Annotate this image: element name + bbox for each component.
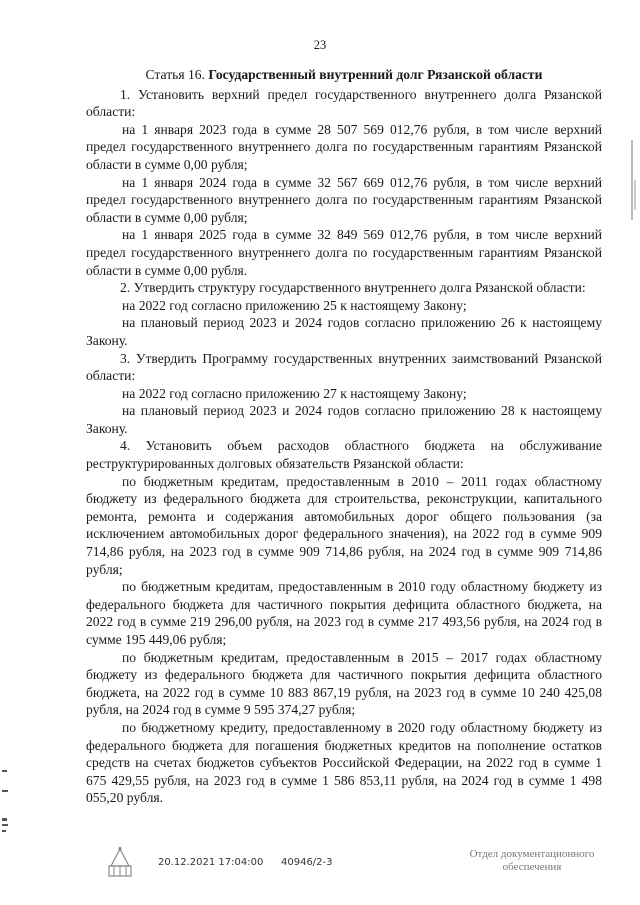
paragraph: по бюджетным кредитам, предоставленным в 2015 – 2017 годах областному бюджету из федерального бюджета для частичного покрытия дефицита областного бюджета, на 2022 год в сумме 10 883 867,19 рубля, на 2023 год в сумме 10 240 425,08 рубля, на 2024 год в сумме 9 595 374,27 рубля; [86,649,602,718]
paragraph-list [86,86,602,807]
article-heading [86,66,602,84]
paragraph: 4. Установить объем расходов областного бюджета на обслуживание реструктурированных долговых обязательств Рязанской области: [86,438,602,472]
paragraph: 2. Утвердить структуру государственного внутреннего долга Рязанской области: [120,280,586,296]
paragraph: на 2022 год согласно приложению 25 к настоящему Закону; [122,297,467,313]
department-stamp-line1: Отдел документационного [469,848,595,860]
paragraph: по бюджетному кредиту, предоставленному в 2020 году областному бюджету из федерального бюджета для погашения бюджетных кредитов на пополнение остатков средств на счетах бюджетов субъектов Российской Федерации, на 2022 год в сумме 1 675 429,55 рубля, на 2023 год в сумме 1 586 853,11 рубля, на 2024 год в сумме 1 498 055,20 рубля. [86,719,602,806]
footer-doc-number: 40946/2-3 [281,857,333,868]
article-prefix: Статья 16. [145,67,209,82]
scan-edge-marks [0,760,10,860]
scan-edge-marks-right [626,120,640,230]
page-number: 23 [313,38,327,52]
paragraph: на плановый период 2023 и 2024 годов согласно приложению 28 к настоящему Закону. [86,403,602,436]
document-footer [0,848,640,896]
document-body [86,66,602,807]
paragraph: на 1 января 2023 года в сумме 28 507 569 012,76 рубля, в том числе верхний предел государственного внутреннего долга по государственным гарантиям Рязанской области в сумме 0,00 рубля; [86,121,602,172]
footer-datetime: 20.12.2021 17:04:00 [158,857,264,868]
department-stamp [452,848,612,874]
article-title: Государственный внутренний долг Рязанской области [208,67,543,82]
paragraph: по бюджетным кредитам, предоставленным в 2010 году областному бюджету из федерального бюджета для частичного покрытия дефицита областного бюджета, на 2022 год в сумме 219 296,00 рубля, на 2023 год в сумме 217 493,56 рубля, на 2024 год в сумме 195 449,06 рубля; [86,579,602,647]
paragraph: по бюджетным кредитам, предоставленным в 2010 – 2011 годах областному бюджету из федерального бюджета для строительства, реконструкции, капитального ремонта, ремонта и содержания автомобильных дорог общего пользования (за исключением автомобильных дорог федерального значения), на 2022 год в сумме 909 714,86 рубля, на 2023 год в сумме 909 714,86 рубля, на 2024 год в сумме 909 714,86 рубля; [86,473,602,577]
paragraph: на плановый период 2023 и 2024 годов согласно приложению 26 к настоящему Закону. [86,315,602,348]
paragraph: 3. Утвердить Программу государственных внутренних заимствований Рязанской области: [86,350,602,384]
department-stamp-line2: обеспечения [502,861,562,873]
paragraph: 1. Установить верхний предел государственного внутреннего долга Рязанской области: [86,86,602,120]
paragraph: на 1 января 2025 года в сумме 32 849 569 012,76 рубля, в том числе верхний предел государственного внутреннего долга по государственным гарантиям Рязанской области в сумме 0,00 рубля. [86,227,602,278]
paragraph: на 1 января 2024 года в сумме 32 567 669 012,76 рубля, в том числе верхний предел государственного внутреннего долга по государственным гарантиям Рязанской области в сумме 0,00 рубля; [86,174,602,225]
paragraph: на 2022 год согласно приложению 27 к настоящему Закону; [122,385,467,401]
